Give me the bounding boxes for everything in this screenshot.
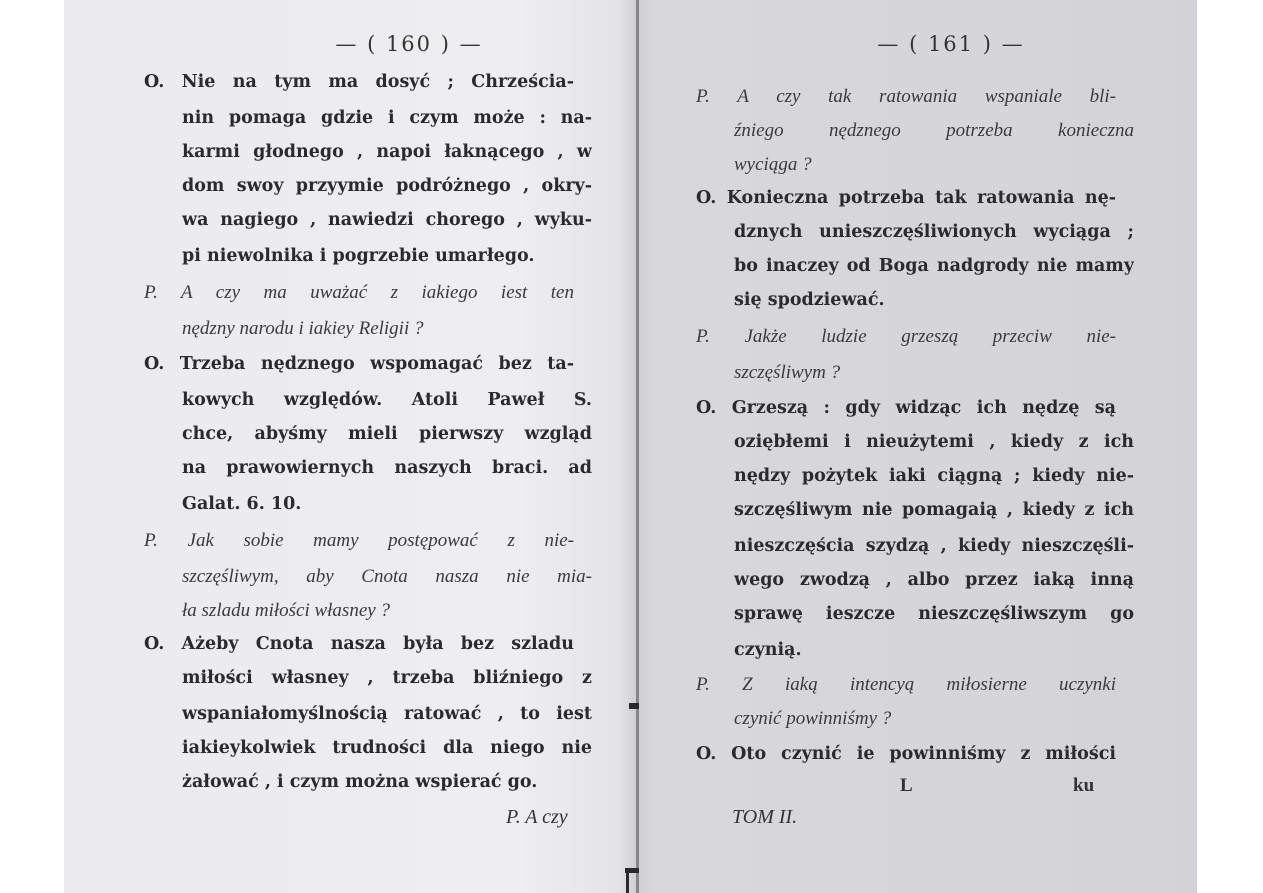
question-line: ła szladu miłości własney ? — [182, 600, 390, 621]
volume-label: TOM II. — [732, 806, 798, 828]
answer-line: oziębłemi i nieużytemi , kiedy z ich — [734, 432, 1134, 452]
page-number-header: — ( 160 ) — — [335, 32, 483, 56]
question-line: P. A czy tak ratowania wspaniale bli- — [696, 86, 1116, 107]
answer-line: miłości własney , trzeba bliźniego z — [182, 668, 592, 688]
question-line: szczęśliwym ? — [734, 362, 841, 383]
question-line: nędzny narodu i iakiey Religii ? — [182, 318, 424, 339]
answer-line: O. Trzeba nędznego wspomagać bez ta- — [144, 354, 574, 374]
answer-line: wego zwodzą , albo przez iaką inną — [734, 570, 1134, 590]
answer-line: karmi głodnego , napoi łaknącego , w — [182, 142, 592, 162]
answer-line: nin pomaga gdzie i czym może : na- — [182, 108, 592, 128]
answer-line: O. Ażeby Cnota nasza była bez szladu — [144, 634, 574, 654]
answer-line: dom swoy przyymie podróżnego , okry- — [182, 176, 592, 196]
right-page — [696, 0, 1134, 893]
question-line: P. A czy ma uważać z iakiego iest ten — [144, 282, 574, 303]
answer-line: sprawę ieszcze nieszczęśliwszym go — [734, 604, 1134, 624]
question-line: P. Jakże ludzie grzeszą przeciw nie- — [696, 326, 1116, 347]
question-line: czynić powinniśmy ? — [734, 708, 892, 729]
answer-line: szczęśliwym nie pomagaią , kiedy z ich — [734, 500, 1134, 520]
gutter-mark — [629, 703, 639, 709]
answer-line: O. Konieczna potrzeba tak ratowania nę- — [696, 188, 1116, 208]
signature-mark: L — [900, 775, 913, 796]
answer-line: czynią. — [734, 640, 802, 660]
answer-line: chce, abyśmy mieli pierwszy wzgląd — [182, 424, 592, 444]
catchword: ku — [1073, 775, 1095, 796]
question-line: P. Jak sobie mamy postępować z nie- — [144, 530, 574, 551]
answer-line: nędzy pożytek iaki ciągną ; kiedy nie- — [734, 466, 1134, 486]
question-line: szczęśliwym, aby Cnota nasza nie mia- — [182, 566, 592, 587]
answer-line: dznych unieszczęśliwionych wyciąga ; — [734, 222, 1134, 242]
answer-line: iakieykolwiek trudności dla niego nie — [182, 738, 592, 758]
answer-line: O. Oto czynić ie powinniśmy z miłości — [696, 744, 1116, 764]
gutter-mark — [626, 870, 629, 893]
answer-line: kowych względów. Atoli Paweł S. — [182, 390, 592, 410]
answer-line: O. Nie na tym ma dosyć ; Chrześcia- — [144, 72, 574, 92]
answer-line: Galat. 6. 10. — [182, 494, 302, 514]
answer-line: nieszczęścia szydzą , kiedy nieszczęśli- — [734, 536, 1134, 556]
book-scan — [64, 0, 1197, 893]
answer-line: bo inaczey od Boga nadgrody nie mamy — [734, 256, 1134, 276]
answer-line: pi niewolnika i pogrzebie umarłego. — [182, 246, 535, 266]
page-number-header: — ( 161 ) — — [877, 32, 1025, 56]
question-line: P. Z iaką intencyą miłosierne uczynki — [696, 674, 1116, 695]
catchword: P. A czy — [506, 806, 568, 828]
answer-line: żałować , i czym można wspierać go. — [182, 772, 538, 792]
answer-line: wa nagiego , nawiedzi chorego , wyku- — [182, 210, 592, 230]
answer-line: O. Grzeszą : gdy widząc ich nędzę są — [696, 398, 1116, 418]
book-gutter — [636, 0, 639, 893]
question-line: źniego nędznego potrzeba konieczna — [734, 120, 1134, 141]
answer-line: się spodziewać. — [734, 290, 885, 310]
answer-line: wspaniałomyślnością ratować , to iest — [182, 704, 592, 724]
question-line: wyciąga ? — [734, 154, 812, 175]
answer-line: na prawowiernych naszych braci. ad — [182, 458, 592, 478]
left-page — [144, 0, 614, 893]
